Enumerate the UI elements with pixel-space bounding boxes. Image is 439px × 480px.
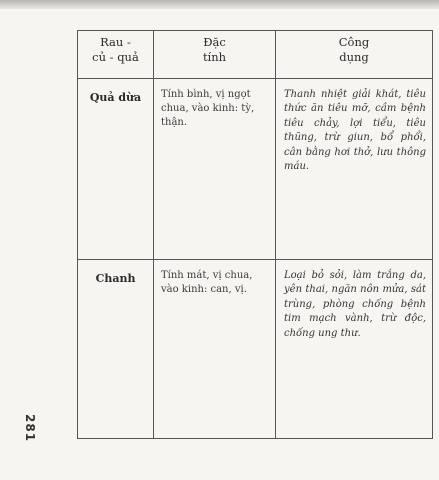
header-use: Công dụng: [276, 31, 433, 79]
page-top-edge: [0, 0, 439, 9]
header-property: Đặc tính: [154, 31, 276, 79]
herb-table: [77, 30, 433, 439]
row-name: Quả dừa: [78, 79, 154, 260]
header-row: [78, 31, 433, 79]
book-page: [0, 9, 439, 480]
table-row: [78, 79, 433, 260]
header-vegetable: Rau - củ - quả: [78, 31, 154, 79]
row-use: Thanh nhiệt giải khát, tiêu thức ăn tiêu mỡ, cầm bệnh tiêu chảy, lợi tiểu, tiêu thũng, trừ giun, bổ phổi, cân bằng hơi thở, lưu thông máu.: [276, 79, 433, 260]
row-use: Loại bỏ sỏi, làm trắng da, yên thai, ngăn nôn mửa, sát trùng, phòng chống bệnh tim mạch vành, trừ độc, chống ung thư.: [276, 260, 433, 439]
row-name: Chanh: [78, 260, 154, 439]
row-property: Tính mát, vị chua, vào kinh: can, vị.: [154, 260, 276, 439]
page-number: 281: [23, 414, 37, 443]
row-property: Tính bình, vị ngọt chua, vào kinh: tỳ, thận.: [154, 79, 276, 260]
table-row: [78, 260, 433, 439]
